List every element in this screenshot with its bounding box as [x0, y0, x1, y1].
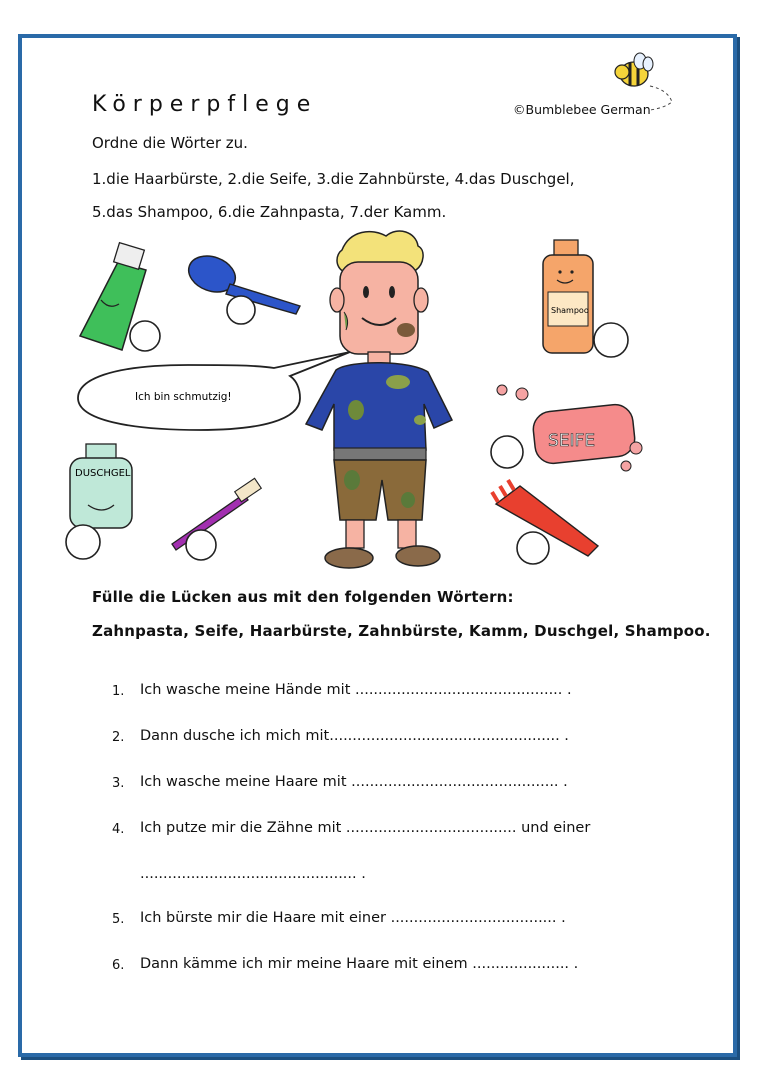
copyright-note: ©Bumblebee German	[513, 102, 651, 117]
exercise-item: Ich wasche meine Hände mit ............................................. .	[140, 682, 572, 698]
dirty-boy-illustration	[306, 231, 452, 568]
toothpaste-icon	[80, 243, 160, 351]
item-number: 3.	[112, 776, 125, 791]
shampoo-label: Shampoo	[551, 306, 589, 315]
exercise-item: Ich bürste mir die Haare mit einer .................................... .	[140, 910, 566, 926]
item-number: 6.	[112, 958, 125, 973]
task1-instruction: Ordne die Wörter zu.	[92, 134, 248, 152]
item-number: 1.	[112, 684, 125, 699]
item-number: 2.	[112, 730, 125, 745]
page-title: Körperpflege	[92, 92, 318, 117]
task1-words-line2: 5.das Shampoo, 6.die Zahnpasta, 7.der Kamm.	[92, 203, 447, 221]
hairbrush-icon	[184, 250, 300, 324]
toothbrush-icon	[172, 478, 261, 560]
shower-gel-icon	[66, 444, 132, 559]
exercise-item: Dann kämme ich mir meine Haare mit einem ..................... .	[140, 956, 579, 972]
exercise-item: Ich putze mir die Zähne mit ..................................... und einer	[140, 820, 591, 836]
bee-icon	[615, 53, 672, 110]
task1-words-line1: 1.die Haarbürste, 2.die Seife, 3.die Zahnbürste, 4.das Duschgel,	[92, 170, 575, 188]
exercise-item: Dann dusche ich mich mit.................................................. .	[140, 728, 569, 744]
soap-label: SEIFE	[548, 431, 596, 451]
task2-word-bank: Zahnpasta, Seife, Haarbürste, Zahnbürste, Kamm, Duschgel, Shampoo.	[92, 622, 711, 640]
item-number: 5.	[112, 912, 125, 927]
task2-instruction: Fülle die Lücken aus mit den folgenden Wörtern:	[92, 588, 514, 606]
shower-gel-label: DUSCHGEL	[75, 468, 131, 479]
soap-icon	[491, 385, 642, 471]
speech-text: Ich bin schmutzig!	[135, 391, 232, 403]
shampoo-icon	[543, 240, 628, 357]
comb-icon	[492, 480, 598, 564]
item-number: 4.	[112, 822, 125, 837]
exercise-item: Ich wasche meine Haare mit ............................................. .	[140, 774, 568, 790]
exercise-item-continuation: ............................................... .	[140, 866, 366, 882]
